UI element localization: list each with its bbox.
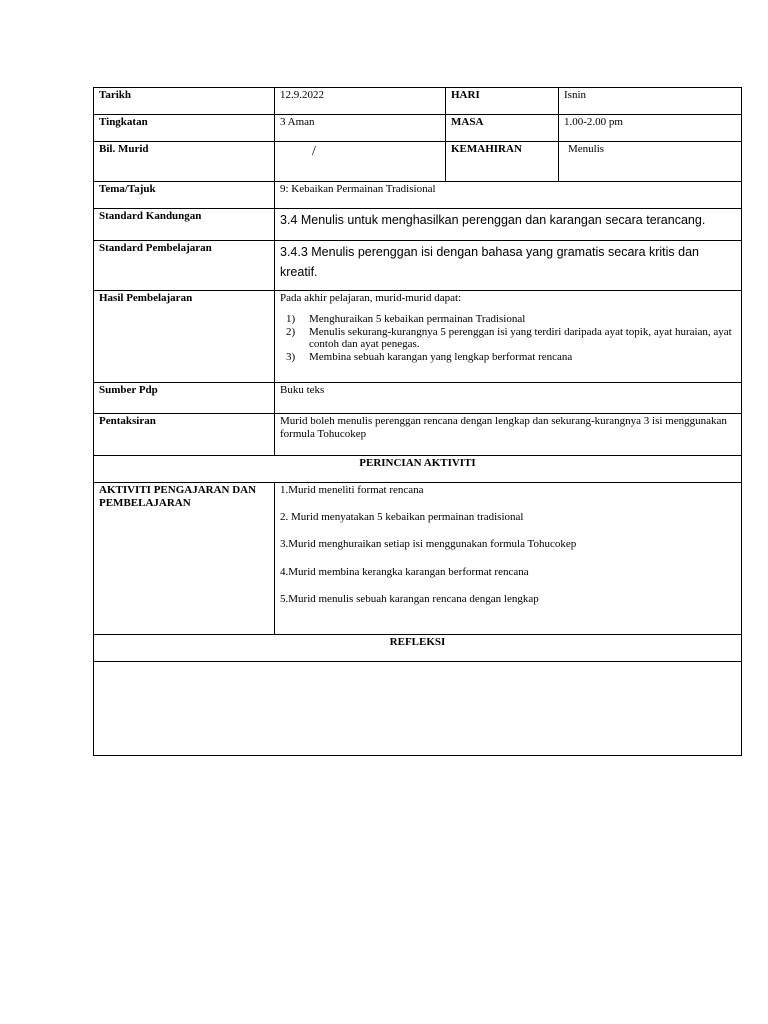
- standard-kandungan-label: Standard Kandungan: [94, 209, 275, 241]
- outcome-number: 3): [286, 351, 296, 364]
- bil-murid-value: [275, 142, 446, 182]
- pentaksiran-value: Murid boleh menulis perenggan rencana dengan lengkap dan sekurang-kurangnya 3 isi menggunakan formula Tohucokep: [275, 414, 742, 456]
- masa-label: MASA: [446, 115, 559, 142]
- sumber-label: Sumber Pdp: [94, 383, 275, 414]
- outcome-item: [286, 325, 736, 351]
- masa-value: 1.00-2.00 pm: [559, 115, 742, 142]
- row-refleksi-body: [94, 662, 742, 756]
- outcome-item: [286, 351, 736, 364]
- row-aktiviti: [94, 483, 742, 635]
- hari-label: HARI: [446, 88, 559, 115]
- row-hasil-pembelajaran: [94, 291, 742, 383]
- activity-item: 1.Murid meneliti format rencana: [280, 484, 424, 496]
- tema-label: Tema/Tajuk: [94, 182, 275, 209]
- pentaksiran-label: Pentaksiran: [94, 414, 275, 456]
- lesson-plan-table: [93, 87, 742, 756]
- activity-item: 4.Murid membina kerangka karangan berformat rencana: [280, 565, 529, 578]
- outcome-text: Menulis sekurang-kurangnya 5 perenggan isi yang terdiri daripada ayat topik, ayat huraian, ayat contoh dan ayat penegas.: [309, 325, 732, 351]
- refleksi-body: [94, 662, 742, 756]
- sumber-value: Buku teks: [275, 383, 742, 414]
- row-perincian-aktiviti: [94, 456, 742, 483]
- tingkatan-value: 3 Aman: [275, 115, 446, 142]
- row-refleksi-heading: [94, 635, 742, 662]
- activity-item: 3.Murid menghuraikan setiap isi menggunakan formula Tohucokep: [280, 538, 577, 551]
- outcome-text: Membina sebuah karangan yang lengkap berformat rencana: [309, 351, 573, 364]
- kemahiran-value: Menulis: [559, 142, 742, 182]
- tarikh-value: 12.9.2022: [275, 88, 446, 115]
- standard-pembelajaran-value: 3.4.3 Menulis perenggan isi dengan bahasa yang gramatis secara kritis dan kreatif.: [275, 241, 742, 291]
- outcome-text: Menghuraikan 5 kebaikan permainan Tradisional: [309, 313, 526, 326]
- row-bil-murid: [94, 142, 742, 182]
- row-standard-kandungan: [94, 209, 742, 241]
- outcome-number: 1): [286, 313, 296, 326]
- row-tema: [94, 182, 742, 209]
- hasil-pembelajaran-value: [275, 291, 742, 383]
- bil-murid-label: Bil. Murid: [94, 142, 275, 182]
- tema-value: 9: Kebaikan Permainan Tradisional: [275, 182, 742, 209]
- row-tingkatan: [94, 115, 742, 142]
- row-pentaksiran: [94, 414, 742, 456]
- activity-item: 5.Murid menulis sebuah karangan rencana dengan lengkap: [280, 592, 539, 605]
- row-sumber: [94, 383, 742, 414]
- activity-item: 2. Murid menyatakan 5 kebaikan permainan tradisional: [280, 511, 524, 524]
- tingkatan-label: Tingkatan: [94, 115, 275, 142]
- hari-value: Isnin: [559, 88, 742, 115]
- outcome-number: 2): [286, 325, 296, 338]
- aktiviti-list: [275, 483, 742, 635]
- bil-murid-slash: /: [312, 144, 316, 159]
- perincian-aktiviti-heading: PERINCIAN AKTIVITI: [94, 456, 742, 483]
- kemahiran-label: KEMAHIRAN: [446, 142, 559, 182]
- hasil-intro: Pada akhir pelajaran, murid-murid dapat:: [280, 292, 462, 304]
- aktiviti-label: AKTIVITI PENGAJARAN DAN PEMBELAJARAN: [94, 483, 275, 635]
- row-standard-pembelajaran: [94, 241, 742, 291]
- outcome-list: [280, 313, 736, 364]
- row-tarikh: [94, 88, 742, 115]
- standard-kandungan-value: 3.4 Menulis untuk menghasilkan perenggan dan karangan secara terancang.: [275, 209, 742, 241]
- outcome-item: [286, 313, 736, 326]
- tarikh-label: Tarikh: [94, 88, 275, 115]
- hasil-pembelajaran-label: Hasil Pembelajaran: [94, 291, 275, 383]
- refleksi-heading: REFLEKSI: [94, 635, 742, 662]
- standard-pembelajaran-label: Standard Pembelajaran: [94, 241, 275, 291]
